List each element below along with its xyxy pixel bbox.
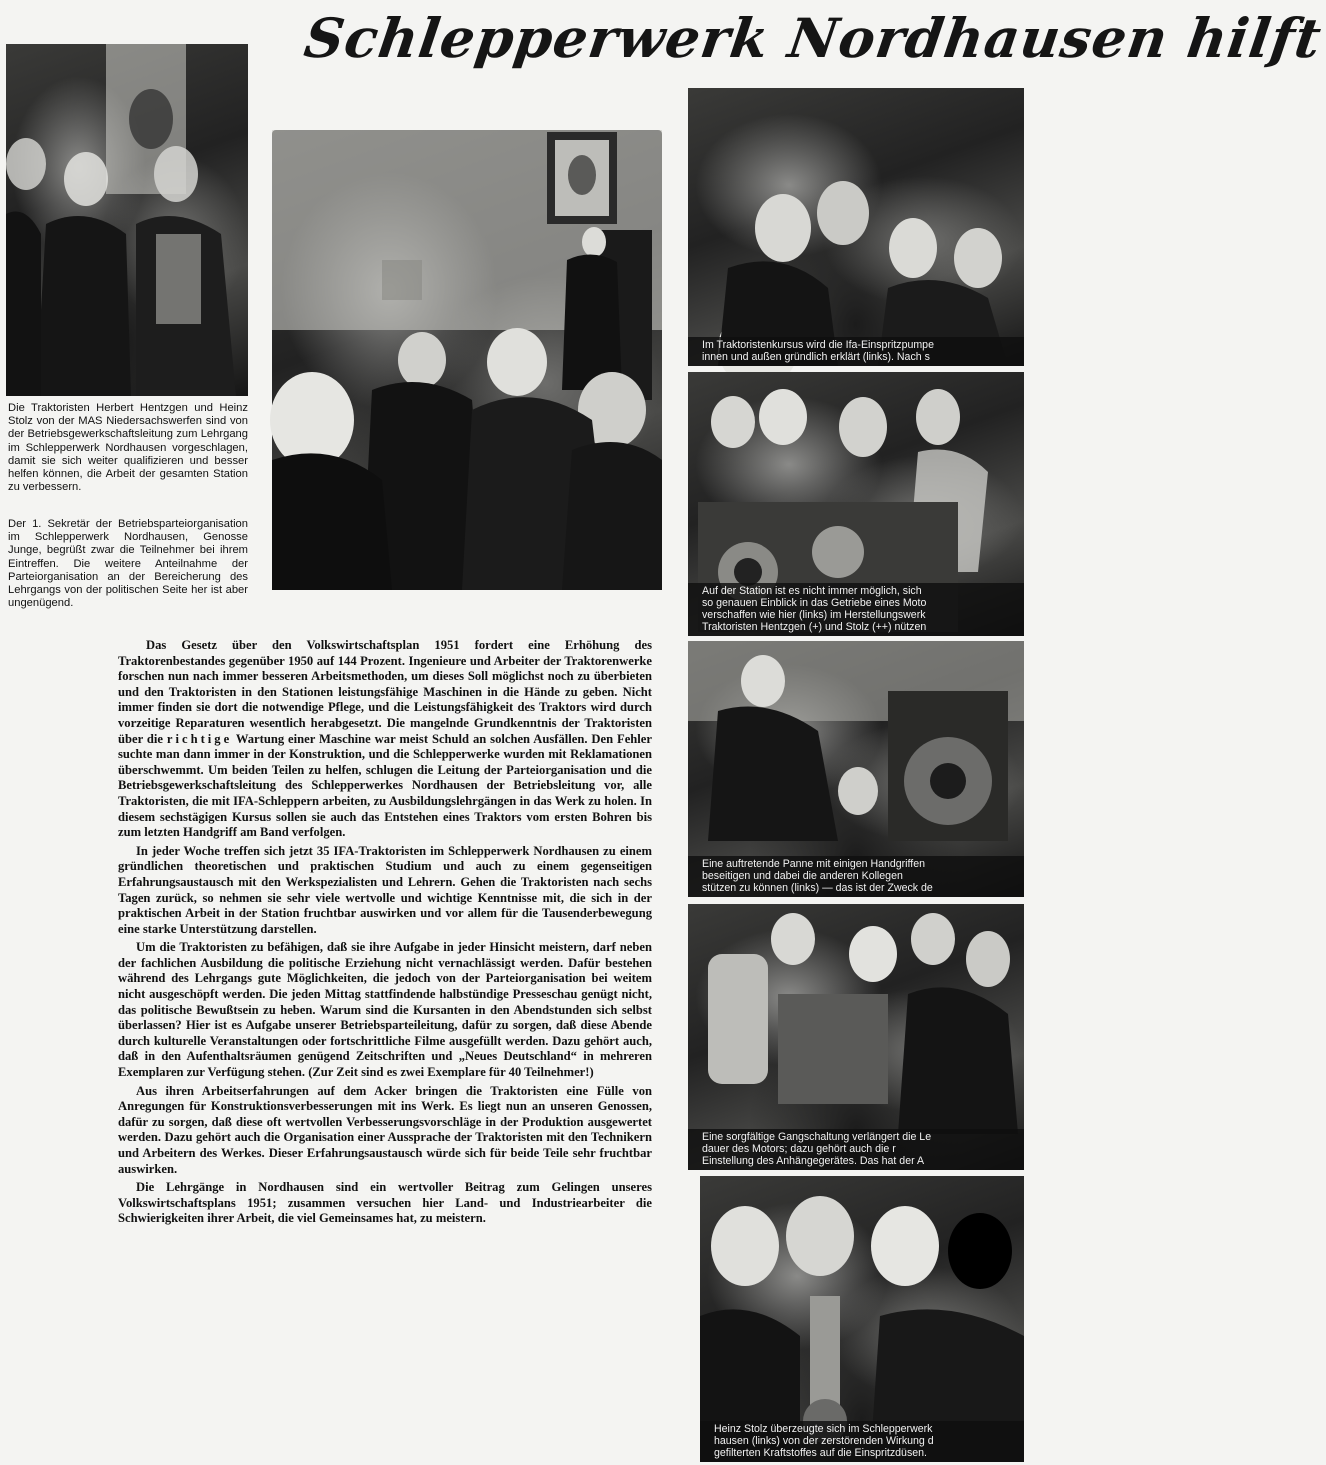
- caption-text: Der 1. Sekretär der Betriebsparteiorganisation im Schlepperwerk Nordhausen, Genosse Junge, begrüßt zwar die Teilnehmer bei ihrem Eintreffen. Die weitere Anteilnahme der Parteiorganisation an der Bereicherung des Lehrgangs von der politischen Seite her ist aber ungenügend.: [8, 518, 248, 610]
- caption-line: so genauen Einblick in das Getriebe eines Moto: [702, 597, 927, 609]
- article-text: Wartung einer Maschine war meist Schuld an solchen Ausfällen. Den Fehler suchte man dann immer in der Konstruktion, und die Schlepperwerke wurden mit Reklamationen überschwemmt. Um beiden Teilen zu helfen, schlugen die Leitung der Parteiorganisation und die Betriebsgewerkschaftsleitung des Schlepperwerkes Nordhausen der Betriebsleitung vor, alle Traktoristen, die mit IFA-Schleppern arbeiten, zu Ausbildungslehrgängen in das Werk zu holen. In diesem sechstägigen Kursus sollen sie auch das Entstehen eines Traktors vom ersten Bohren bis zum letzten Handgriff am Band verfolgen.: [118, 731, 652, 840]
- strip-caption: [688, 337, 1024, 366]
- caption-line: beseitigen und dabei die anderen Kollegen: [702, 870, 903, 882]
- photo-silhouettes: [688, 88, 1024, 366]
- photo-silhouettes: [6, 44, 248, 396]
- strip-caption: [700, 1421, 1024, 1462]
- article-paragraph: Aus ihren Arbeitserfahrungen auf dem Acker bringen die Traktoristen eine Fülle von Anregungen für Konstruktionsverbesserungen mit ins Werk. Es liegt nun an unseren Genossen, dafür zu sorgen, daß diese oft wertvollen Verbesserungsvorschläge in der Produktion ausgewertet werden. Dazu gehört auch die Organisation einer Aussprache der Traktoristen mit den Technikern und Arbeitern des Werkes. Dieser Erfahrungsaustausch würde sich für beide Teile sehr fruchtbar auswirken.: [118, 1083, 652, 1176]
- caption-line: innen und außen gründlich erklärt (links). Nach s: [702, 351, 930, 363]
- caption-line: verschaffen wie hier (links) im Herstellungswerk: [702, 609, 926, 621]
- caption-line: Einstellung des Anhängegerätes. Das hat der A: [702, 1155, 925, 1167]
- caption-line: Traktoristen Hentzgen (+) und Stolz (++) nützen: [702, 621, 927, 633]
- photo-lehrgang-meeting: [272, 130, 662, 590]
- article-paragraph: In jeder Woche treffen sich jetzt 35 IFA-Traktoristen im Schlepperwerk Nordhausen zu einem gründlichen theoretischen und praktischen Studium und auch zu einem gegenseitigen Erfahrungsaustausch mit den Werkspezialisten und Lehrern. Gehen die Traktoristen nach sechs Tagen zurück, so nehmen sie sehr viele wertvolle und wichtige Kenntnisse mit, die sich in der praktischen Arbeit in der Station fruchtbar auswirken und vor allem für die Tausenderbewegung eine starke Unterstützung darstellen.: [118, 843, 652, 936]
- article-paragraph: Um die Traktoristen zu befähigen, daß sie ihre Aufgabe in jeder Hinsicht meistern, darf neben der fachlichen Ausbildung die politische Erziehung nicht vernachlässigt werden. Dafür bestehen während des Lehrgangs gute Möglichkeiten, die jedoch von der Parteiorganisation bei weitem nicht ausgeschöpft werden. Die jeden Mittag stattfindende halbstündige Presseschau genügt nicht, das politische Bewußtsein zu heben. Warum sind die Kursanten in den Abendstunden sich selbst überlassen? Hier ist es Aufgabe unserer Betriebsparteileitung, dafür zu sorgen, daß diese Abende durch kulturelle Veranstaltungen oder fortschrittliche Filme ausgefüllt werden. Dazu gehört auch, daß in den Aufenthaltsräumen genügend Zeitschriften und „Neues Deutschland“ in mehreren Exemplaren zur Verfügung stehen. (Zur Zeit sind es zwei Exemplare für 40 Teilnehmer!): [118, 940, 652, 1080]
- caption-line: dauer des Motors; dazu gehört auch die r: [702, 1143, 896, 1155]
- photo-strip-2: [688, 372, 1024, 636]
- photo-strip-4: [688, 904, 1024, 1170]
- article-paragraph: Die Lehrgänge in Nordhausen sind ein wertvoller Beitrag zum Gelingen unseres Volkswirtschaftsplans 1951; zusammen versuchen hier Land- und Industriearbeiter die Schwierigkeiten ihrer Arbeit, die viel Gemeinsames hat, zu meistern.: [118, 1180, 652, 1226]
- strip-caption: [688, 583, 1024, 636]
- strip-caption: [688, 1129, 1024, 1170]
- article-paragraph: [118, 638, 652, 841]
- strip-caption: [688, 856, 1024, 897]
- caption-line: Eine auftretende Panne mit einigen Handgriffen: [702, 858, 926, 870]
- article-text: Das Gesetz über den Volkswirtschaftsplan 1951 fordert eine Erhöhung des Traktorenbestandes gegenüber 1950 auf 144 Prozent. Ingenieure und Arbeiter der Traktorenwerke forschen nun nach immer besseren Arbeitsmethoden, um dieses Soll möglichst noch zu überbieten und den Traktoristen in den Stationen leistungsfähige Maschinen in die Hände zu geben. Nicht immer finden sie dort die notwendige Pflege, und die Leistungsfähigkeit des Traktors wird durch vorzeitige Reparaturen wesentlich herabgesetzt. Die mangelnde Grundkenntnis der Traktoristen über die: [118, 638, 652, 746]
- caption-line: Eine sorgfältige Gangschaltung verlängert die Le: [702, 1131, 932, 1143]
- caption-line: stützen zu können (links) — das ist der Zweck de: [702, 882, 933, 894]
- caption-line: Heinz Stolz überzeugte sich im Schlepperwerk: [714, 1423, 933, 1435]
- caption-sekretaer: [8, 518, 248, 618]
- article-body: [118, 638, 652, 1230]
- caption-traktoristen: [8, 402, 248, 502]
- caption-text: Die Traktoristen Herbert Hentzgen und Heinz Stolz von der MAS Niedersachswerfen sind von der Betriebsgewerkschaftsleitung zum Lehrgang im Schlepperwerk Nordhausen vorgeschlagen, damit sie sich weiter qualifizieren und besser helfen können, die Arbeit der gesamten Station zu verbessern.: [8, 402, 248, 494]
- photo-traktoristen-handshake: [6, 44, 248, 396]
- caption-line: hausen (links) von der zerstörenden Wirkung d: [714, 1435, 934, 1447]
- photo-strip-1: [688, 88, 1024, 366]
- caption-line: Auf der Station ist es nicht immer möglich, sich: [702, 585, 922, 597]
- photo-silhouettes: [272, 130, 662, 590]
- photo-strip-5: [700, 1176, 1024, 1462]
- caption-line: gefilterten Kraftstoffes auf die Einspritzdüsen.: [714, 1447, 927, 1459]
- photo-silhouettes: [700, 1176, 1024, 1462]
- caption-line: Im Traktoristenkursus wird die Ifa-Einspritzpumpe: [702, 339, 934, 351]
- article-emphasis: richtige: [166, 731, 233, 746]
- headline: Schlepperwerk Nordhausen hilft: [300, 6, 1326, 70]
- photo-strip-3: [688, 641, 1024, 897]
